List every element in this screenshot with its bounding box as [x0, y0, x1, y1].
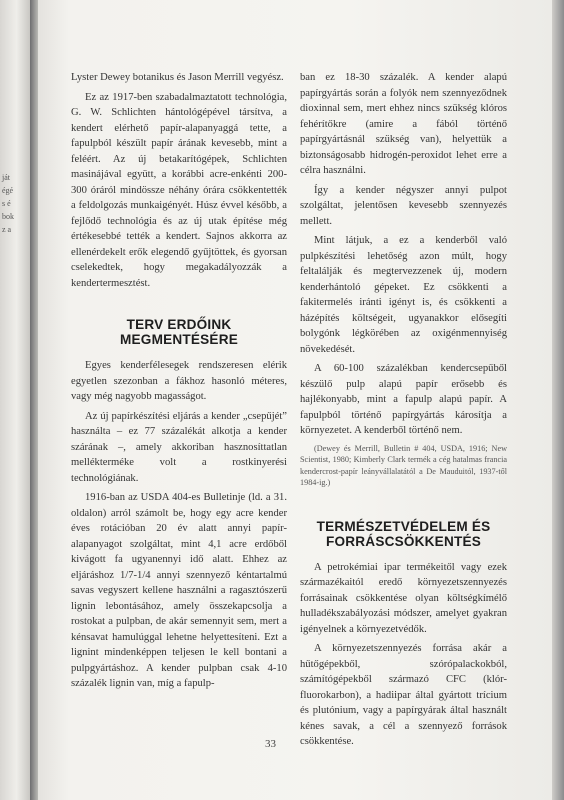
facing-page-fragment: bok [2, 212, 14, 221]
citation: (Dewey és Merrill, Bulletin # 404, USDA, 1916; New Scientist, 1980; Kimberly Clark termék a cég hatalmas francia kendercrost-papír leányvállalatától a De Mauduitól, 1937-től 1984-ig.) [300, 443, 507, 487]
page [38, 0, 552, 800]
facing-page-fragment: z a [2, 225, 12, 234]
paragraph: ban ez 18-30 százalék. A kender alapú papírgyártás során a folyók nem szennyeződnek dioxinnal sem, mert ehhez nincs szükség klóros fehérítőkre (amire a fából történő papírgyártásnál szükség van), helyettük a biztonságosabb hidrogén-peroxidot lehet erre a célra használni. [300, 72, 507, 176]
paragraph: Lyster Dewey botanikus és Jason Merrill vegyész. [71, 72, 284, 83]
page-edge [552, 0, 564, 800]
left-column [71, 70, 287, 696]
paragraph: A környezetszennyezés forrása akár a hűtőgépekből, szórópalackokból, számítógépekből származó CFC (klór-fluorokarbon), a hadiipar által gyártott trícium és plutónium, vagy a papírgyárak által használt kénes savak, a cél a szennyező források csökkentése. [300, 643, 507, 747]
section-heading: TERV ERDŐINK MEGMENTÉSÉRE [120, 317, 238, 347]
paragraph: Egyes kenderfélesegek rendszeresen elérik egyetlen szezonban a fákhoz hasonló méteres, vagy még nagyobb magasságot. [71, 360, 287, 402]
paragraph: A petrokémiai ipar termékeitől vagy ezek származékaitól eredő környezetszennyezés forrásainak csökkentése olyan költségkímélő hulladékszabályozási módszer, amelyet gyakran igényelnek a környezetvédők. [300, 561, 507, 635]
book-gutter [30, 0, 38, 800]
facing-page-edge [0, 0, 30, 800]
paragraph: A 60-100 százalékban kendercsepűből készülő pulp alapú papír erősebb és hajlékonyabb, mint a fapulp alapú papír. A fapulpból történő papírgyártás károsítja a környezetet. A kenderből történő nem. [300, 363, 507, 436]
paragraph: Így a kender négyszer annyi pulpot szolgáltat, jelentősen kevesebb szennyezés mellett. [300, 184, 507, 227]
facing-page-fragment: ját [2, 173, 10, 182]
paragraph: Ez az 1917-ben szabadalmaztatott technológia, G. W. Schlichten hántológépével társítva, a kendert elérhető papír-alapanyaggá tette, a fapulpból készült papír árának kevesebb, mint a feléért. Az új betakarítógépek, Schlichten masinájával együtt, a korábbi acre-enkénti 200-300 óráról mindössze néhány órára csökkentették a feldolgozás munkaigényét. Húsz évvel később, a fejlődő technológia és az új utak építése még értékesebbé tették a kendert. Sajnos akkorra az ellenérdekelt erők elegendő gyűjtöttek, és gyorsan cselekedtek, hogy megakadályozzák a kendertermesztést. [71, 91, 287, 289]
right-column [300, 70, 507, 754]
paragraph: Mint látjuk, a ez a kenderből való pulpkészítési lehetőség azon múlt, hogy feltalálják és megtervezzenek új, modern kenderhántoló gépeket. Ez csökkenti a fakitermelés iránti igényt is, és csökkenti a házépítés költségeit, ugyanakkor elősegíti bolygónk légkörében az oxigénmennyiség növekedését. [300, 235, 507, 355]
paragraph: Az új papírkészítési eljárás a kender „csepűjét” használta – ez 77 százalékát alkotja a kender szárának –, amely akkoriban hasznosíttatlan mellékterméke volt a rostkinyerési technológiának. [71, 410, 287, 484]
paragraph: 1916-ban az USDA 404-es Bulletinje (ld. a 31. oldalon) arról számolt be, hogy egy acre kender éves rotációban 20 év alatt annyi papír-alapanyagot szolgáltat, mint 4,1 acre erdőből kivágott fa ugyanennyi idő alatt. Ehhez az eljáráshoz 1/7-1/4 annyi szennyező kéntartalmú savas vegyszert kellene használni a ragasztószerű lignin lebontásához, amely összekapcsolja a rostokat a pulpban, de akár semennyit sem, mert a kénsavat hamulúggal lehetne helyettesíteni. Ezt a lignint mindenképpen teljesen le kell bontani a pulpgyártáshoz. A kender pulpban csak 4-10 százalék lignin van, míg a fapulp- [71, 492, 287, 689]
facing-page-fragment: égé [2, 186, 14, 195]
page-number: 33 [265, 738, 276, 750]
facing-page-fragment: s é [2, 199, 11, 208]
section-heading: TERMÉSZETVÉDELEM ÉS FORRÁSCSÖKKENTÉS [316, 518, 491, 549]
